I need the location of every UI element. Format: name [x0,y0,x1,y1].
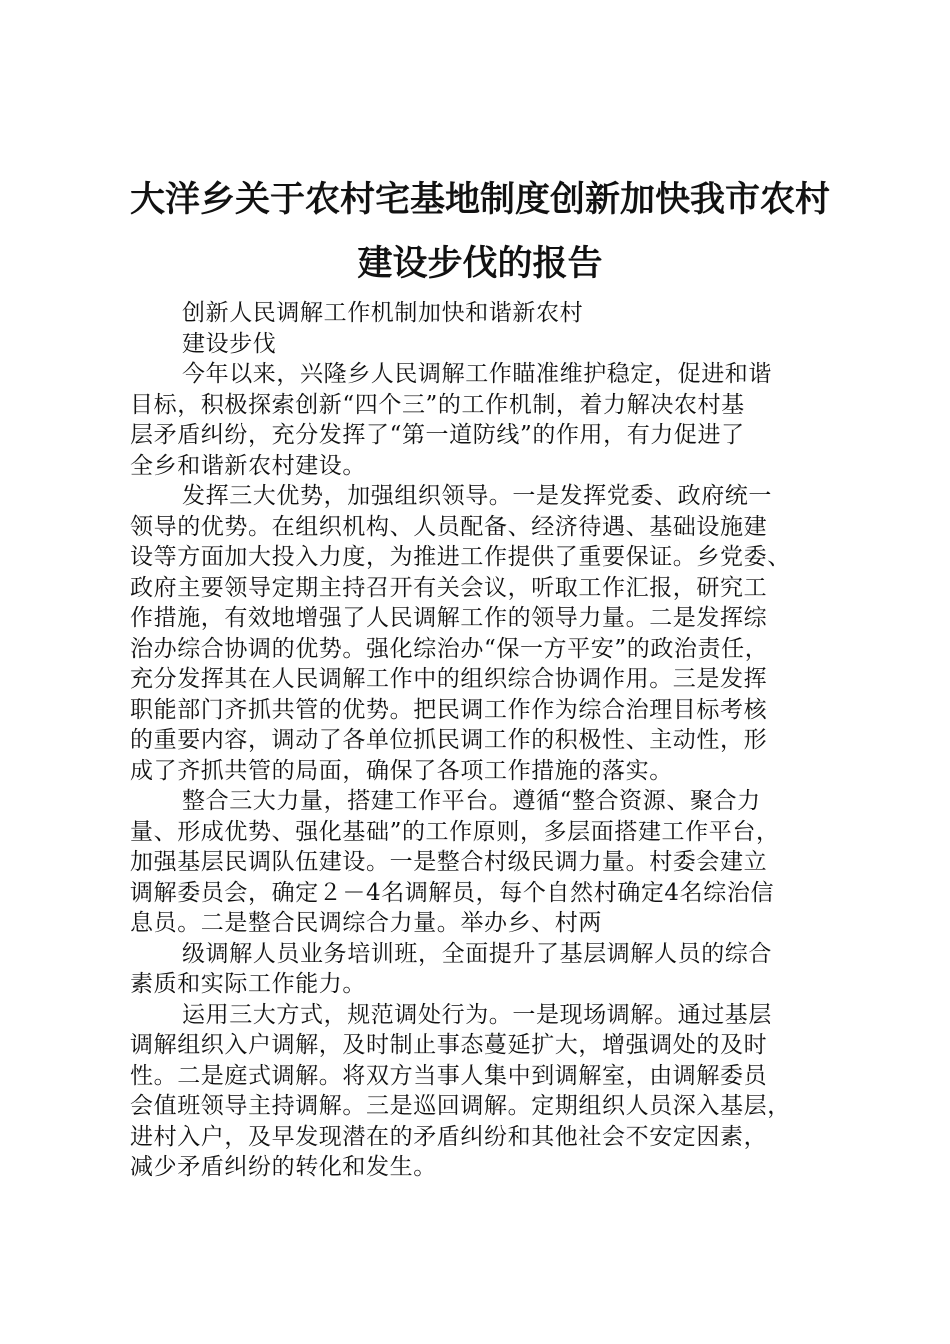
text-line: 加强基层民调队伍建设。一是整合村级民调力量。村委会建立 [130,849,768,875]
text-line: 会值班领导主持调解。三是巡回调解。定期组织人员深入基层， [130,1093,791,1119]
document-body [130,298,845,1183]
text-line: 治办综合协调的优势。强化综治办“保一方平安”的政治责任， [130,635,769,662]
text-line: 级调解人员业务培训班，全面提升了基层调解人员的综合 [182,940,772,967]
text-line: 息员。二是整合民调综合力量。举办乡、村两 [130,910,602,936]
text-line: 作措施，有效地增强了人民调解工作的领导力量。二是发挥综 [130,605,768,631]
text-line: 层矛盾纠纷，充分发挥了“第一道防线”的作用，有力促进了 [130,422,745,448]
text-line: 领导的优势。在组织机构、人员配备、经济待遇、基础设施建 [130,513,768,540]
text-line: 创新人民调解工作机制加快和谐新农村 [182,300,584,326]
text-line: 量、形成优势、强化基础”的工作原则，多层面搭建工作平台， [130,818,780,845]
document-title [110,168,850,296]
text-line: 建设步伐 [182,330,277,357]
text-line: 减少矛盾纠纷的转化和发生。 [130,1154,437,1180]
text-line: 素质和实际工作能力。 [130,971,366,997]
text-line: 政府主要领导定期主持召开有关会议，听取工作汇报，研究工 [130,574,768,601]
text-line: 全乡和谐新农村建设。 [130,452,366,479]
text-line: 发挥三大优势，加强组织领导。一是发挥党委、政府统一 [182,483,772,509]
text-line: 进村入户，及早发现潜在的矛盾纠纷和其他社会不安定因素， [130,1123,768,1150]
text-line: 调解委员会，确定２－4名调解员，每个自然村确定4名综治信 [130,879,775,906]
text-line: 充分发挥其在人民调解工作中的组织综合协调作用。三是发挥 [130,666,768,692]
text-line: 运用三大方式，规范调处行为。一是现场调解。通过基层 [182,1001,772,1028]
title-line-1: 大洋乡关于农村宅基地制度创新加快我市农村 [129,180,830,220]
text-line: 调解组织入户调解，及时制止事态蔓延扩大，增强调处的及时 [130,1032,768,1058]
text-line: 今年以来，兴隆乡人民调解工作瞄准维护稳定，促进和谐 [182,361,772,387]
text-line: 的重要内容，调动了各单位抓民调工作的积极性、主动性，形 [130,727,768,753]
text-line: 性。二是庭式调解。将双方当事人集中到调解室，由调解委员 [130,1062,768,1089]
text-line: 整合三大力量，搭建工作平台。遵循“整合资源、聚合力 [182,788,761,814]
text-line: 职能部门齐抓共管的优势。把民调工作作为综合治理目标考核 [130,696,768,723]
text-line: 成了齐抓共管的局面，确保了各项工作措施的落实。 [130,757,673,784]
text-line: 目标，积极探索创新“四个三”的工作机制，着力解决农村基 [130,391,745,418]
title-line-2: 建设步伐的报告 [357,244,603,284]
text-line: 设等方面加大投入力度，为推进工作提供了重要保证。乡党委、 [130,544,791,570]
